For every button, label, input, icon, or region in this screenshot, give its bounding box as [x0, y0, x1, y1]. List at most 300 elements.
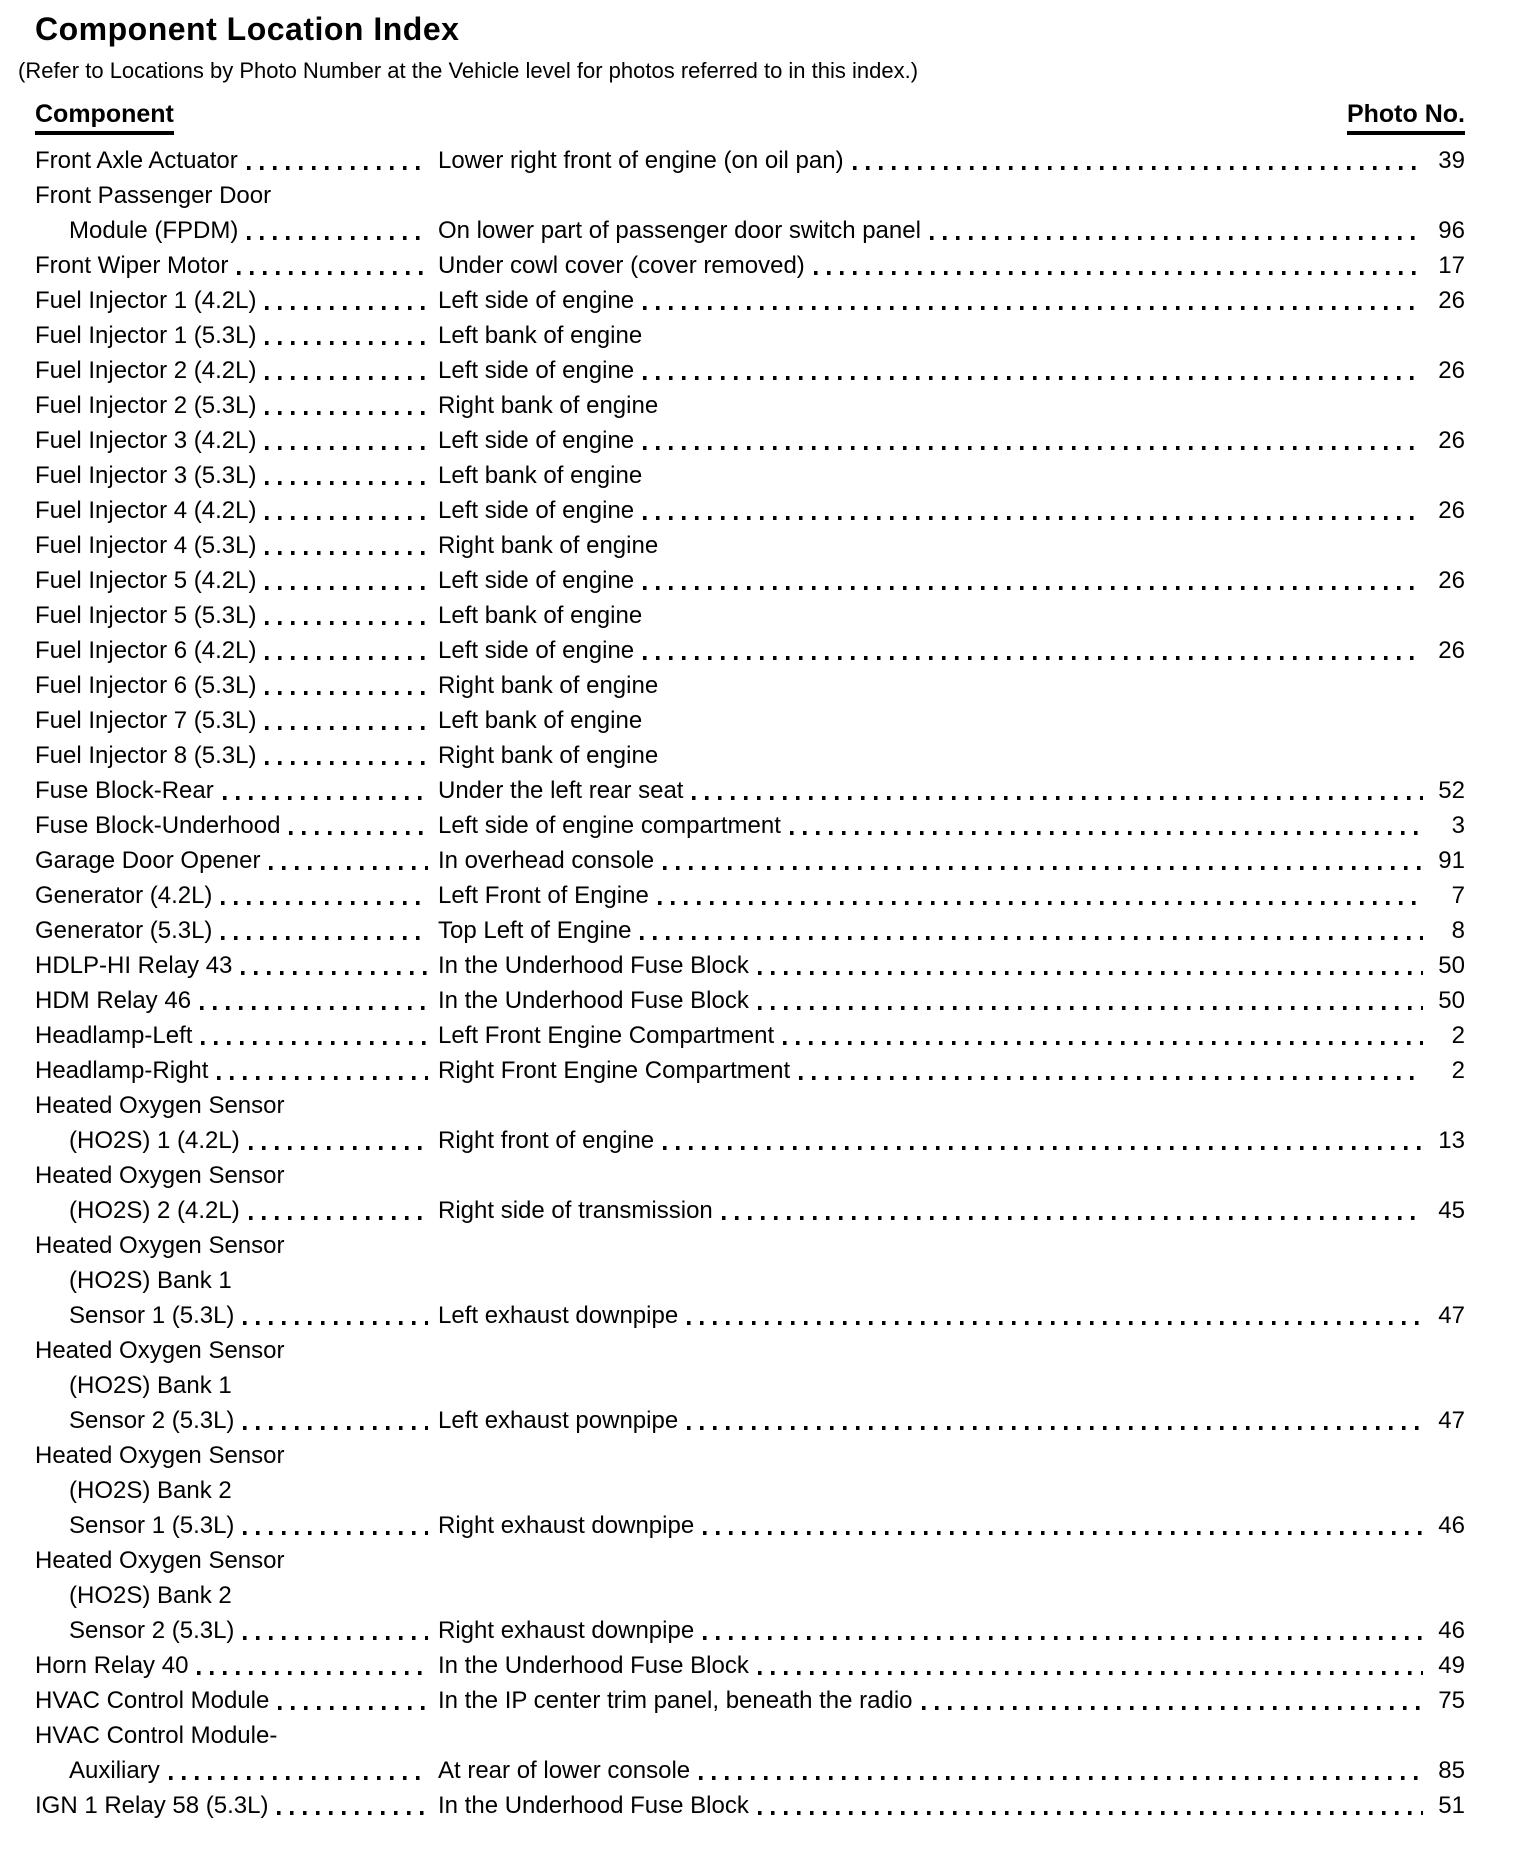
dot-leader — [237, 271, 428, 275]
component-name: Fuel Injector 5 (4.2L) — [35, 567, 257, 594]
photo-number — [1433, 1158, 1465, 1193]
dot-leader — [640, 936, 1423, 940]
photo-number — [1433, 1578, 1465, 1613]
table-row — [35, 983, 1465, 1018]
photo-number: 26 — [1438, 287, 1465, 314]
dot-leader — [699, 1776, 1423, 1780]
table-row — [35, 493, 1465, 528]
table-row — [35, 528, 1465, 563]
dot-leader — [278, 1706, 428, 1710]
location-cell — [438, 1018, 1465, 1053]
dot-leader — [703, 1636, 1423, 1640]
location-cell — [438, 283, 1465, 318]
dot-leader — [265, 306, 428, 310]
location-cell — [438, 948, 1465, 983]
dot-leader — [643, 446, 1423, 450]
table-row — [35, 878, 1465, 913]
photo-number: 26 — [1438, 567, 1465, 594]
component-name: Heated Oxygen Sensor — [35, 1092, 285, 1119]
photo-number: 26 — [1438, 637, 1465, 664]
table-row — [35, 353, 1465, 388]
location-text: Right side of transmission — [438, 1197, 713, 1224]
component-name: Sensor 1 (5.3L) — [69, 1512, 235, 1539]
location-cell — [438, 1718, 1465, 1753]
location-cell — [438, 1473, 1465, 1508]
location-text: Right front of engine — [438, 1127, 655, 1154]
component-name: Fuel Injector 5 (5.3L) — [35, 602, 257, 629]
dot-leader — [265, 411, 428, 415]
photo-number — [1433, 318, 1465, 353]
photo-number: 3 — [1451, 812, 1465, 839]
location-cell — [438, 1788, 1465, 1823]
location-text: Left bank of engine — [438, 707, 643, 734]
dot-leader — [758, 971, 1423, 975]
component-name: Auxiliary — [69, 1757, 160, 1784]
dot-leader — [930, 236, 1423, 240]
location-text: In the IP center trim panel, beneath the radio — [438, 1687, 913, 1714]
component-name: IGN 1 Relay 58 (5.3L) — [35, 1792, 269, 1819]
photo-number: 13 — [1438, 1127, 1465, 1154]
dot-leader — [197, 1671, 428, 1675]
component-cell — [35, 913, 438, 948]
location-cell — [438, 528, 1465, 563]
table-row — [35, 423, 1465, 458]
table-row — [35, 318, 1465, 353]
photo-number — [1433, 1263, 1465, 1298]
table-row — [35, 563, 1465, 598]
dot-leader — [265, 761, 428, 765]
component-name: Generator (5.3L) — [35, 917, 213, 944]
location-cell — [438, 1333, 1465, 1368]
dot-leader — [201, 1041, 428, 1045]
table-row — [35, 1508, 1465, 1543]
location-text: Left exhaust downpipe — [438, 1302, 679, 1329]
dot-leader — [200, 1006, 428, 1010]
location-text: Left bank of engine — [438, 462, 643, 489]
component-name: (HO2S) 1 (4.2L) — [69, 1127, 240, 1154]
dot-leader — [667, 411, 1423, 415]
photo-number: 46 — [1438, 1512, 1465, 1539]
component-name: Headlamp-Right — [35, 1057, 209, 1084]
location-text: Left side of engine — [438, 637, 635, 664]
dot-leader — [447, 201, 1423, 205]
dot-leader — [783, 1041, 1423, 1045]
dot-leader — [221, 936, 428, 940]
component-name: Fuel Injector 2 (4.2L) — [35, 357, 257, 384]
location-cell — [438, 213, 1465, 248]
table-row — [35, 1123, 1465, 1158]
photo-number: 45 — [1438, 1197, 1465, 1224]
component-name: Fuel Injector 7 (5.3L) — [35, 707, 257, 734]
location-cell — [438, 1368, 1465, 1403]
location-cell — [438, 353, 1465, 388]
location-cell — [438, 1123, 1465, 1158]
dot-leader — [217, 1076, 428, 1080]
dot-leader — [269, 866, 428, 870]
table-row — [35, 1578, 1465, 1613]
component-name: (HO2S) Bank 2 — [69, 1477, 232, 1504]
table-row — [35, 843, 1465, 878]
dot-leader — [243, 1321, 428, 1325]
photo-number: 7 — [1451, 882, 1465, 909]
location-cell — [438, 1403, 1465, 1438]
location-cell — [438, 1578, 1465, 1613]
component-name: Sensor 2 (5.3L) — [69, 1617, 235, 1644]
dot-leader — [293, 1111, 428, 1115]
table-row — [35, 738, 1465, 773]
location-cell — [438, 388, 1465, 423]
component-name: HDLP-HI Relay 43 — [35, 952, 233, 979]
table-row — [35, 1648, 1465, 1683]
component-name: (HO2S) Bank 1 — [69, 1267, 232, 1294]
component-cell — [35, 493, 438, 528]
location-text: In the Underhood Fuse Block — [438, 1792, 749, 1819]
photo-number: 26 — [1438, 427, 1465, 454]
table-row — [35, 1053, 1465, 1088]
photo-number — [1433, 668, 1465, 703]
dot-leader — [667, 761, 1423, 765]
table-row — [35, 1788, 1465, 1823]
table-row — [35, 1228, 1465, 1263]
dot-leader — [651, 621, 1423, 625]
component-cell — [35, 283, 438, 318]
dot-leader — [265, 656, 428, 660]
location-text: At rear of lower console — [438, 1757, 691, 1784]
dot-leader — [241, 971, 428, 975]
table-row — [35, 633, 1465, 668]
component-cell — [35, 1228, 438, 1263]
location-cell — [438, 458, 1465, 493]
dot-leader — [758, 1671, 1423, 1675]
table-row — [35, 668, 1465, 703]
location-text: Right exhaust downpipe — [438, 1617, 695, 1644]
component-cell — [35, 178, 438, 213]
dot-leader — [243, 1531, 428, 1535]
table-header — [35, 100, 1465, 135]
dot-leader — [265, 376, 428, 380]
table-row — [35, 1333, 1465, 1368]
dot-leader — [241, 1391, 428, 1395]
photo-number: 85 — [1438, 1757, 1465, 1784]
component-name: Horn Relay 40 — [35, 1652, 189, 1679]
photo-number: 8 — [1451, 917, 1465, 944]
dot-leader — [663, 866, 1423, 870]
component-name: Fuel Injector 2 (5.3L) — [35, 392, 257, 419]
component-cell — [35, 1053, 438, 1088]
component-name: Fuel Injector 4 (4.2L) — [35, 497, 257, 524]
photo-number — [1433, 1473, 1465, 1508]
component-cell — [35, 1403, 438, 1438]
dot-leader — [293, 1566, 428, 1570]
dot-leader — [265, 726, 428, 730]
table-row — [35, 248, 1465, 283]
table-row — [35, 458, 1465, 493]
component-cell — [35, 1298, 438, 1333]
component-cell — [35, 318, 438, 353]
photo-number — [1433, 738, 1465, 773]
component-name: Fuel Injector 8 (5.3L) — [35, 742, 257, 769]
dot-leader — [265, 551, 428, 555]
component-name: Fuse Block-Underhood — [35, 812, 281, 839]
table-row — [35, 143, 1465, 178]
component-cell — [35, 1508, 438, 1543]
component-cell — [35, 213, 438, 248]
location-cell — [438, 1613, 1465, 1648]
dot-leader — [703, 1531, 1423, 1535]
location-text: Left side of engine — [438, 427, 635, 454]
dot-leader — [243, 1426, 428, 1430]
location-cell — [438, 1088, 1465, 1123]
location-cell — [438, 1228, 1465, 1263]
photo-number: 51 — [1438, 1792, 1465, 1819]
table-row — [35, 1018, 1465, 1053]
location-text: Left bank of engine — [438, 602, 643, 629]
dot-leader — [799, 1076, 1423, 1080]
dot-leader — [241, 1286, 428, 1290]
dot-leader — [853, 166, 1423, 170]
dot-leader — [447, 1496, 1423, 1500]
dot-leader — [667, 551, 1423, 555]
location-text: Top Left of Engine — [438, 917, 632, 944]
dot-leader — [265, 481, 428, 485]
component-name: Sensor 1 (5.3L) — [69, 1302, 235, 1329]
location-cell — [438, 563, 1465, 598]
location-cell — [438, 738, 1465, 773]
dot-leader — [280, 201, 428, 205]
photo-number: 96 — [1438, 217, 1465, 244]
location-text: On lower part of passenger door switch panel — [438, 217, 921, 244]
table-row — [35, 213, 1465, 248]
photo-number — [1433, 388, 1465, 423]
location-cell — [438, 143, 1465, 178]
table-row — [35, 1368, 1465, 1403]
location-text: Left Front Engine Compartment — [438, 1022, 775, 1049]
component-cell — [35, 878, 438, 913]
component-cell — [35, 1683, 438, 1718]
photo-number: 17 — [1438, 252, 1465, 279]
location-text: In the Underhood Fuse Block — [438, 987, 749, 1014]
location-cell — [438, 598, 1465, 633]
component-name: Fuel Injector 1 (4.2L) — [35, 287, 257, 314]
component-name: Heated Oxygen Sensor — [35, 1547, 285, 1574]
location-text: Under the left rear seat — [438, 777, 684, 804]
location-cell — [438, 1683, 1465, 1718]
component-cell — [35, 948, 438, 983]
component-name: Fuel Injector 4 (5.3L) — [35, 532, 257, 559]
location-cell — [438, 983, 1465, 1018]
table-row — [35, 388, 1465, 423]
component-name: (HO2S) 2 (4.2L) — [69, 1197, 240, 1224]
photo-number: 50 — [1438, 987, 1465, 1014]
component-cell — [35, 1438, 438, 1473]
dot-leader — [265, 446, 428, 450]
location-cell — [438, 668, 1465, 703]
location-text: In overhead console — [438, 847, 655, 874]
component-cell — [35, 843, 438, 878]
component-cell — [35, 1613, 438, 1648]
table-row — [35, 283, 1465, 318]
location-text: Right bank of engine — [438, 742, 659, 769]
component-cell — [35, 1018, 438, 1053]
table-row — [35, 1613, 1465, 1648]
dot-leader — [243, 1636, 428, 1640]
component-cell — [35, 248, 438, 283]
photo-number: 26 — [1438, 357, 1465, 384]
component-name: Heated Oxygen Sensor — [35, 1162, 285, 1189]
dot-leader — [265, 691, 428, 695]
photo-number: 47 — [1438, 1302, 1465, 1329]
photo-number: 91 — [1438, 847, 1465, 874]
photo-number — [1433, 1228, 1465, 1263]
location-cell — [438, 703, 1465, 738]
photo-number — [1433, 178, 1465, 213]
dot-leader — [447, 1461, 1423, 1465]
location-text: In the Underhood Fuse Block — [438, 1652, 749, 1679]
dot-leader — [169, 1776, 428, 1780]
table-row — [35, 1473, 1465, 1508]
dot-leader — [758, 1811, 1423, 1815]
photo-number — [1433, 528, 1465, 563]
component-column-header: Component — [35, 100, 174, 135]
component-name: Fuel Injector 3 (4.2L) — [35, 427, 257, 454]
location-cell — [438, 878, 1465, 913]
dot-leader — [265, 586, 428, 590]
component-cell — [35, 1263, 438, 1298]
dot-leader — [265, 341, 428, 345]
component-cell — [35, 1368, 438, 1403]
dot-leader — [221, 901, 428, 905]
dot-leader — [241, 1601, 428, 1605]
component-cell — [35, 1473, 438, 1508]
location-text: Right bank of engine — [438, 392, 659, 419]
component-name: HDM Relay 46 — [35, 987, 192, 1014]
component-name: Front Axle Actuator — [35, 147, 238, 174]
location-cell — [438, 843, 1465, 878]
location-text: Left exhaust pownpipe — [438, 1407, 679, 1434]
location-cell — [438, 1053, 1465, 1088]
photo-number: 47 — [1438, 1407, 1465, 1434]
component-name: Fuel Injector 3 (5.3L) — [35, 462, 257, 489]
dot-leader — [447, 1391, 1423, 1395]
location-cell — [438, 248, 1465, 283]
component-name: Fuel Injector 1 (5.3L) — [35, 322, 257, 349]
component-name: Fuse Block-Rear — [35, 777, 214, 804]
component-cell — [35, 1788, 438, 1823]
table-row — [35, 703, 1465, 738]
location-cell — [438, 1543, 1465, 1578]
component-cell — [35, 1718, 438, 1753]
dot-leader — [692, 796, 1423, 800]
location-text: Left side of engine compartment — [438, 812, 781, 839]
component-cell — [35, 1123, 438, 1158]
dot-leader — [249, 1216, 428, 1220]
component-cell — [35, 808, 438, 843]
photo-number — [1433, 1718, 1465, 1753]
component-cell — [35, 458, 438, 493]
dot-leader — [667, 691, 1423, 695]
photo-number: 39 — [1438, 147, 1465, 174]
location-cell — [438, 633, 1465, 668]
component-name: Headlamp-Left — [35, 1022, 193, 1049]
dot-leader — [265, 516, 428, 520]
location-cell — [438, 1158, 1465, 1193]
component-cell — [35, 1193, 438, 1228]
component-cell — [35, 1648, 438, 1683]
location-text: Right bank of engine — [438, 532, 659, 559]
photo-number: 50 — [1438, 952, 1465, 979]
photo-number: 2 — [1451, 1022, 1465, 1049]
table-row — [35, 808, 1465, 843]
component-name: Garage Door Opener — [35, 847, 261, 874]
table-row — [35, 1088, 1465, 1123]
location-cell — [438, 1753, 1465, 1788]
location-text: Left side of engine — [438, 357, 635, 384]
photo-number: 52 — [1438, 777, 1465, 804]
location-text: Left side of engine — [438, 287, 635, 314]
photo-number — [1433, 703, 1465, 738]
component-cell — [35, 1543, 438, 1578]
location-cell — [438, 1263, 1465, 1298]
dot-leader — [293, 1181, 428, 1185]
location-cell — [438, 773, 1465, 808]
component-cell — [35, 1158, 438, 1193]
location-cell — [438, 1193, 1465, 1228]
photo-no-column-header: Photo No. — [1347, 100, 1465, 135]
component-name: HVAC Control Module — [35, 1687, 270, 1714]
photo-number — [1433, 1333, 1465, 1368]
photo-number: 49 — [1438, 1652, 1465, 1679]
component-cell — [35, 633, 438, 668]
dot-leader — [277, 1811, 428, 1815]
component-cell — [35, 1753, 438, 1788]
page-title: Component Location Index — [35, 11, 460, 47]
table-row — [35, 1403, 1465, 1438]
dot-leader — [447, 1181, 1423, 1185]
dot-leader — [447, 1356, 1423, 1360]
location-cell — [438, 1298, 1465, 1333]
component-cell — [35, 983, 438, 1018]
table-row — [35, 1438, 1465, 1473]
component-name: (HO2S) Bank 2 — [69, 1582, 232, 1609]
dot-leader — [247, 236, 428, 240]
component-name: Fuel Injector 6 (4.2L) — [35, 637, 257, 664]
dot-leader — [814, 271, 1423, 275]
dot-leader — [658, 901, 1423, 905]
table-row — [35, 913, 1465, 948]
dot-leader — [447, 1251, 1423, 1255]
dot-leader — [643, 306, 1423, 310]
table-row — [35, 1753, 1465, 1788]
component-name: Module (FPDM) — [69, 217, 239, 244]
dot-leader — [651, 481, 1423, 485]
table-row — [35, 773, 1465, 808]
dot-leader — [790, 831, 1423, 835]
location-text: Under cowl cover (cover removed) — [438, 252, 805, 279]
dot-leader — [643, 586, 1423, 590]
dot-leader — [286, 1741, 428, 1745]
dot-leader — [643, 516, 1423, 520]
location-text: In the Underhood Fuse Block — [438, 952, 749, 979]
location-cell — [438, 423, 1465, 458]
location-cell — [438, 1438, 1465, 1473]
component-cell — [35, 598, 438, 633]
location-text: Lower right front of engine (on oil pan) — [438, 147, 844, 174]
table-row — [35, 1263, 1465, 1298]
component-cell — [35, 528, 438, 563]
dot-leader — [293, 1251, 428, 1255]
location-text: Left side of engine — [438, 567, 635, 594]
dot-leader — [289, 831, 428, 835]
